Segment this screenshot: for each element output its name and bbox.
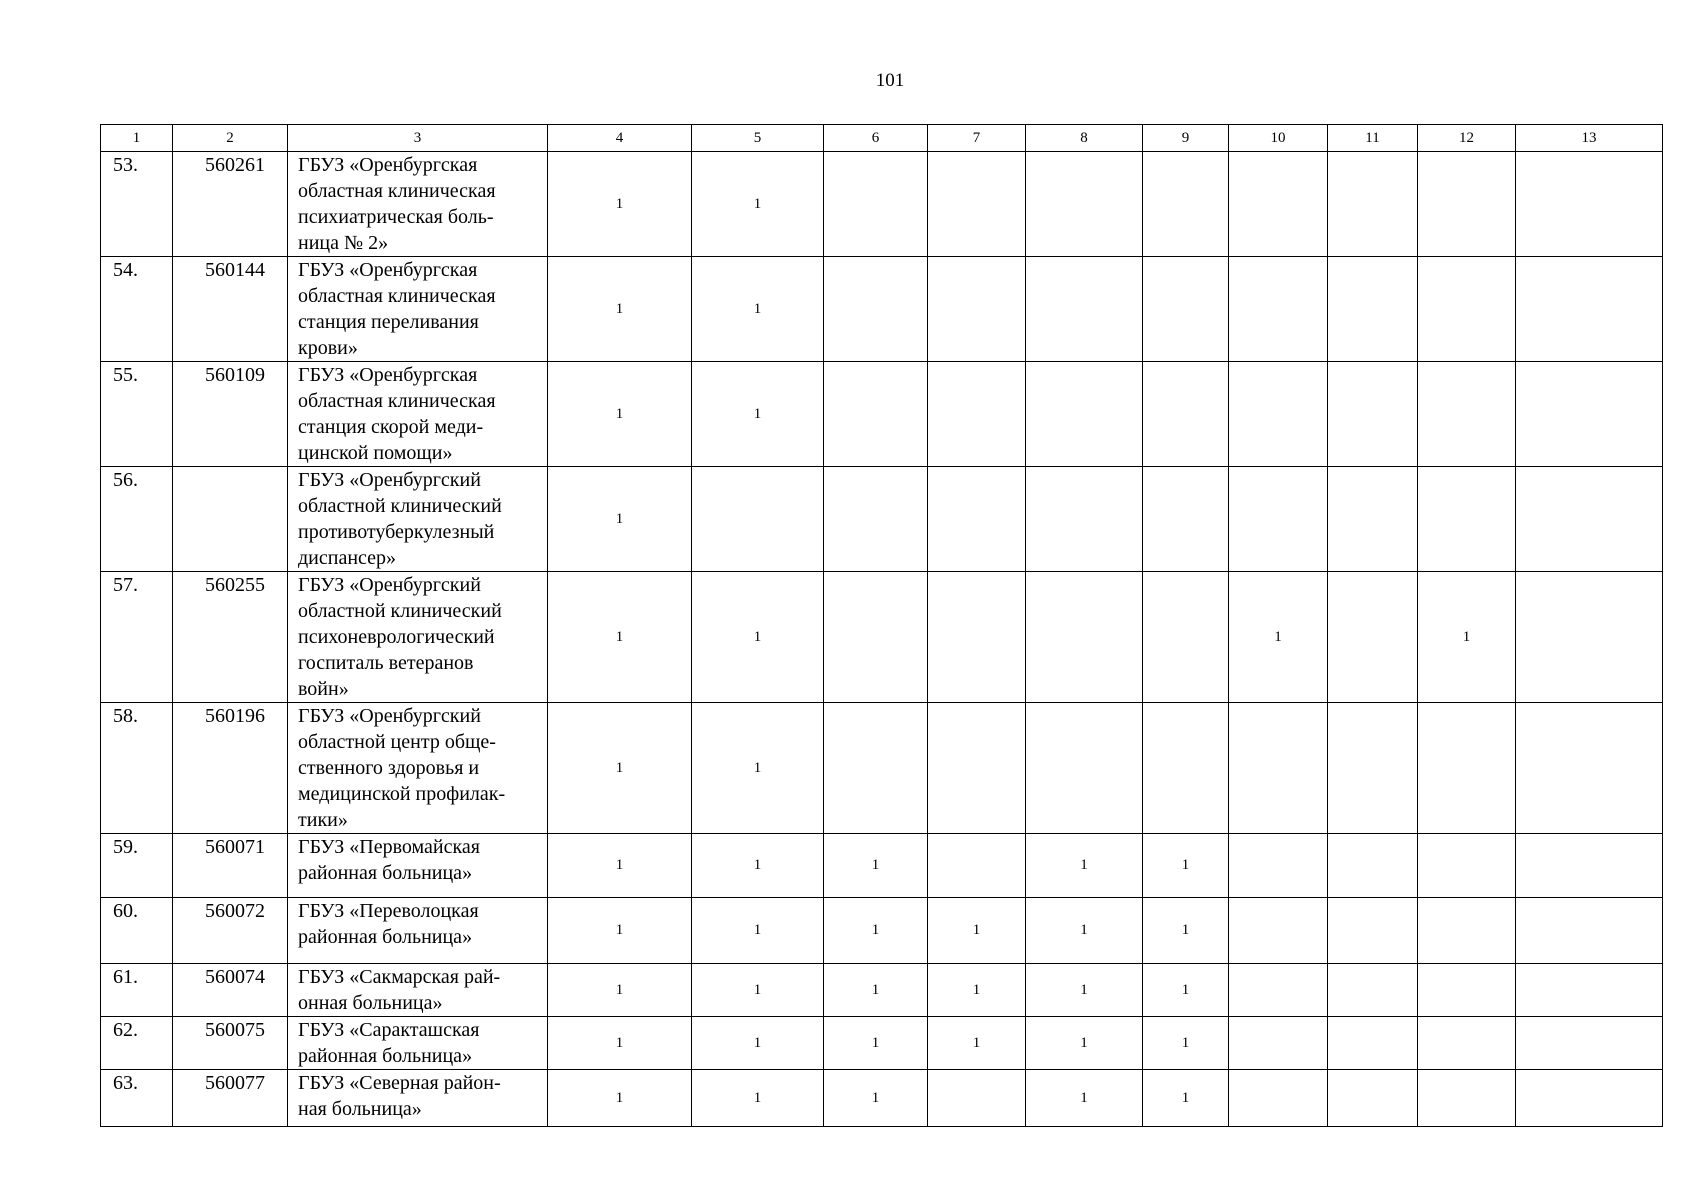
value-cell-col-11 — [1328, 257, 1418, 362]
organization-name-line: ГБУЗ «Оренбургский — [298, 469, 481, 491]
value-cell-col-9 — [1143, 257, 1229, 362]
value-cell-col-13 — [1516, 964, 1663, 1017]
organization-name — [288, 572, 548, 703]
value-cell-col-5: 1 — [692, 362, 824, 467]
value-cell-col-10: 1 — [1229, 572, 1328, 703]
value-cell-col-10 — [1229, 834, 1328, 898]
organization-name-line: ГБУЗ «Первомайская — [298, 836, 480, 858]
value-cell-col-9: 1 — [1143, 964, 1229, 1017]
value-cell-col-9: 1 — [1143, 898, 1229, 964]
value-cell-col-12 — [1418, 703, 1516, 834]
organization-name — [288, 467, 548, 572]
organization-name-line: ГБУЗ «Оренбургская — [298, 364, 478, 386]
value-cell-col-5: 1 — [692, 703, 824, 834]
value-cell-col-8: 1 — [1026, 1070, 1143, 1127]
organization-code: 560144 — [173, 257, 288, 362]
value-cell-col-6 — [824, 152, 928, 257]
organization-name-line: областной центр обще- — [298, 731, 496, 753]
value-cell-col-9 — [1143, 467, 1229, 572]
organization-name — [288, 1070, 548, 1127]
value-cell-col-7 — [928, 1070, 1026, 1127]
column-header-5: 5 — [692, 125, 824, 152]
value-cell-col-6: 1 — [824, 898, 928, 964]
column-header-1: 1 — [101, 125, 173, 152]
value-cell-col-9 — [1143, 152, 1229, 257]
value-cell-col-12 — [1418, 257, 1516, 362]
value-cell-col-5: 1 — [692, 152, 824, 257]
value-cell-col-12 — [1418, 898, 1516, 964]
value-cell-col-11 — [1328, 1017, 1418, 1070]
organization-name — [288, 834, 548, 898]
value-cell-col-13 — [1516, 1070, 1663, 1127]
value-cell-col-7 — [928, 467, 1026, 572]
table-row — [101, 1070, 1663, 1127]
value-cell-col-10 — [1229, 703, 1328, 834]
row-number: 63. — [101, 1070, 173, 1127]
organization-name-line: онная больница» — [298, 992, 443, 1014]
value-cell-col-8: 1 — [1026, 964, 1143, 1017]
value-cell-col-12 — [1418, 1070, 1516, 1127]
value-cell-col-13 — [1516, 703, 1663, 834]
value-cell-col-4: 1 — [548, 257, 692, 362]
value-cell-col-13 — [1516, 362, 1663, 467]
organization-name-line: ГБУЗ «Северная район- — [298, 1072, 501, 1094]
value-cell-col-13 — [1516, 152, 1663, 257]
row-number: 54. — [101, 257, 173, 362]
value-cell-col-13 — [1516, 257, 1663, 362]
column-header-4: 4 — [548, 125, 692, 152]
organization-name-line: районная больница» — [298, 862, 473, 884]
organization-name-line: психоневрологический — [298, 626, 495, 648]
value-cell-col-5: 1 — [692, 1017, 824, 1070]
column-header-12: 12 — [1418, 125, 1516, 152]
value-cell-col-7 — [928, 572, 1026, 703]
value-cell-col-6 — [824, 257, 928, 362]
column-header-11: 11 — [1328, 125, 1418, 152]
value-cell-col-12 — [1418, 1017, 1516, 1070]
value-cell-col-10 — [1229, 257, 1328, 362]
organization-name-line: областная клиническая — [298, 180, 496, 202]
organization-code: 560075 — [173, 1017, 288, 1070]
table-row — [101, 964, 1663, 1017]
value-cell-col-6 — [824, 703, 928, 834]
organization-name — [288, 1017, 548, 1070]
value-cell-col-5: 1 — [692, 257, 824, 362]
value-cell-col-13 — [1516, 834, 1663, 898]
organization-code: 560072 — [173, 898, 288, 964]
value-cell-col-4: 1 — [548, 467, 692, 572]
value-cell-col-7 — [928, 362, 1026, 467]
organization-name-line: госпиталь ветеранов — [298, 652, 474, 674]
organization-code: 560074 — [173, 964, 288, 1017]
organization-name-line: станция скорой меди- — [298, 416, 484, 438]
table-row — [101, 898, 1663, 964]
row-number: 62. — [101, 1017, 173, 1070]
organization-name-line: ГБУЗ «Оренбургский — [298, 574, 481, 596]
organization-name — [288, 703, 548, 834]
value-cell-col-9: 1 — [1143, 1017, 1229, 1070]
value-cell-col-10 — [1229, 467, 1328, 572]
column-header-6: 6 — [824, 125, 928, 152]
value-cell-col-5: 1 — [692, 964, 824, 1017]
value-cell-col-9 — [1143, 362, 1229, 467]
value-cell-col-10 — [1229, 964, 1328, 1017]
organization-name-line: ственного здоровья и — [298, 757, 480, 779]
value-cell-col-13 — [1516, 572, 1663, 703]
column-header-8: 8 — [1026, 125, 1143, 152]
value-cell-col-12 — [1418, 964, 1516, 1017]
header-row — [101, 125, 1663, 152]
value-cell-col-8 — [1026, 362, 1143, 467]
value-cell-col-9 — [1143, 703, 1229, 834]
organization-code: 560255 — [173, 572, 288, 703]
value-cell-col-5: 1 — [692, 572, 824, 703]
value-cell-col-11 — [1328, 898, 1418, 964]
value-cell-col-8: 1 — [1026, 1017, 1143, 1070]
value-cell-col-6: 1 — [824, 834, 928, 898]
value-cell-col-12 — [1418, 362, 1516, 467]
row-number: 58. — [101, 703, 173, 834]
table-row — [101, 1017, 1663, 1070]
value-cell-col-8 — [1026, 703, 1143, 834]
table-row — [101, 834, 1663, 898]
value-cell-col-11 — [1328, 572, 1418, 703]
organization-name-line: областной клинический — [298, 495, 502, 517]
organization-name-line: областная клиническая — [298, 390, 496, 412]
table-row — [101, 362, 1663, 467]
value-cell-col-12 — [1418, 152, 1516, 257]
organization-name — [288, 898, 548, 964]
value-cell-col-11 — [1328, 1070, 1418, 1127]
organization-name — [288, 362, 548, 467]
page-number: 101 — [875, 70, 905, 91]
value-cell-col-4: 1 — [548, 898, 692, 964]
value-cell-col-5 — [692, 467, 824, 572]
row-number: 59. — [101, 834, 173, 898]
organization-name-line: крови» — [298, 337, 358, 359]
value-cell-col-8 — [1026, 257, 1143, 362]
organization-name — [288, 964, 548, 1017]
row-number: 61. — [101, 964, 173, 1017]
organization-name-line: областная клиническая — [298, 285, 496, 307]
row-number: 53. — [101, 152, 173, 257]
organization-name-line: районная больница» — [298, 1045, 473, 1067]
value-cell-col-8 — [1026, 152, 1143, 257]
organization-name-line: ГБУЗ «Оренбургский — [298, 705, 481, 727]
table-row — [101, 152, 1663, 257]
organization-name-line: противотуберкулезный — [298, 521, 495, 543]
value-cell-col-7 — [928, 152, 1026, 257]
value-cell-col-8: 1 — [1026, 898, 1143, 964]
value-cell-col-12: 1 — [1418, 572, 1516, 703]
value-cell-col-6: 1 — [824, 1070, 928, 1127]
value-cell-col-4: 1 — [548, 572, 692, 703]
row-number: 57. — [101, 572, 173, 703]
organization-name-line: ница № 2» — [298, 232, 389, 254]
value-cell-col-7: 1 — [928, 898, 1026, 964]
value-cell-col-6 — [824, 467, 928, 572]
value-cell-col-4: 1 — [548, 152, 692, 257]
value-cell-col-12 — [1418, 467, 1516, 572]
table-row — [101, 257, 1663, 362]
table-row — [101, 572, 1663, 703]
organization-name-line: ГБУЗ «Оренбургская — [298, 154, 478, 176]
value-cell-col-12 — [1418, 834, 1516, 898]
organization-name-line: войн» — [298, 678, 349, 700]
column-header-9: 9 — [1143, 125, 1229, 152]
value-cell-col-7 — [928, 834, 1026, 898]
column-header-3: 3 — [288, 125, 548, 152]
value-cell-col-8 — [1026, 467, 1143, 572]
table-row — [101, 703, 1663, 834]
value-cell-col-10 — [1229, 152, 1328, 257]
value-cell-col-4: 1 — [548, 964, 692, 1017]
organization-name-line: станция переливания — [298, 311, 479, 333]
organization-name-line: цинской помощи» — [298, 442, 453, 464]
organization-name-line: тики» — [298, 809, 348, 831]
organization-name — [288, 152, 548, 257]
value-cell-col-6 — [824, 362, 928, 467]
organization-name-line: диспансер» — [298, 547, 397, 569]
organization-name-line: ГБУЗ «Оренбургская — [298, 259, 478, 281]
organization-name-line: ГБУЗ «Саракташская — [298, 1019, 480, 1041]
value-cell-col-13 — [1516, 467, 1663, 572]
table-row — [101, 467, 1663, 572]
value-cell-col-7 — [928, 703, 1026, 834]
organization-code: 560077 — [173, 1070, 288, 1127]
value-cell-col-9 — [1143, 572, 1229, 703]
organization-code: 560261 — [173, 152, 288, 257]
organization-name-line: районная больница» — [298, 926, 473, 948]
organization-name-line: ГБУЗ «Сакмарская рай- — [298, 966, 501, 988]
value-cell-col-4: 1 — [548, 703, 692, 834]
value-cell-col-8: 1 — [1026, 834, 1143, 898]
value-cell-col-10 — [1229, 898, 1328, 964]
value-cell-col-13 — [1516, 898, 1663, 964]
column-header-10: 10 — [1229, 125, 1328, 152]
organization-code: 560196 — [173, 703, 288, 834]
row-number: 56. — [101, 467, 173, 572]
organization-name-line: психиатрическая боль- — [298, 206, 494, 228]
value-cell-col-7: 1 — [928, 964, 1026, 1017]
value-cell-col-9: 1 — [1143, 834, 1229, 898]
value-cell-col-11 — [1328, 152, 1418, 257]
value-cell-col-6 — [824, 572, 928, 703]
value-cell-col-4: 1 — [548, 1070, 692, 1127]
value-cell-col-13 — [1516, 1017, 1663, 1070]
value-cell-col-10 — [1229, 1070, 1328, 1127]
data-table — [100, 124, 1663, 1127]
organization-code — [173, 467, 288, 572]
value-cell-col-6: 1 — [824, 1017, 928, 1070]
organization-name-line: ная больница» — [298, 1098, 422, 1120]
value-cell-col-11 — [1328, 362, 1418, 467]
column-header-13: 13 — [1516, 125, 1663, 152]
organization-name-line: ГБУЗ «Переволоцкая — [298, 900, 479, 922]
value-cell-col-7: 1 — [928, 1017, 1026, 1070]
row-number: 60. — [101, 898, 173, 964]
value-cell-col-5: 1 — [692, 898, 824, 964]
value-cell-col-10 — [1229, 362, 1328, 467]
value-cell-col-4: 1 — [548, 362, 692, 467]
value-cell-col-7 — [928, 257, 1026, 362]
value-cell-col-6: 1 — [824, 964, 928, 1017]
column-header-7: 7 — [928, 125, 1026, 152]
organization-name — [288, 257, 548, 362]
value-cell-col-11 — [1328, 834, 1418, 898]
organization-name-line: областной клинический — [298, 600, 502, 622]
value-cell-col-8 — [1026, 572, 1143, 703]
value-cell-col-10 — [1229, 1017, 1328, 1070]
value-cell-col-11 — [1328, 964, 1418, 1017]
value-cell-col-4: 1 — [548, 1017, 692, 1070]
table-body — [101, 152, 1663, 1127]
value-cell-col-4: 1 — [548, 834, 692, 898]
row-number: 55. — [101, 362, 173, 467]
organization-code: 560071 — [173, 834, 288, 898]
organization-name-line: медицинской профилак- — [298, 783, 506, 805]
value-cell-col-11 — [1328, 703, 1418, 834]
value-cell-col-5: 1 — [692, 834, 824, 898]
value-cell-col-9: 1 — [1143, 1070, 1229, 1127]
organization-code: 560109 — [173, 362, 288, 467]
value-cell-col-5: 1 — [692, 1070, 824, 1127]
value-cell-col-11 — [1328, 467, 1418, 572]
column-header-2: 2 — [173, 125, 288, 152]
